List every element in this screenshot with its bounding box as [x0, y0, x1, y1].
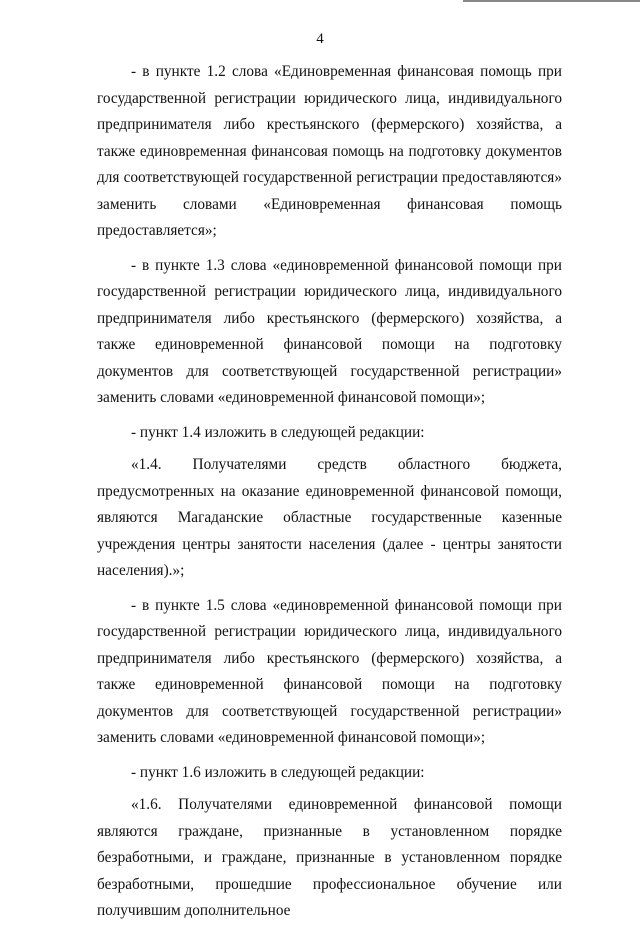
- document-body: [97, 59, 562, 933]
- paragraph-item-1-6-text: «1.6. Получателями единовременной финансовой помощи являются граждане, признанные в установленном порядке безработными, и граждане, признанные в установленном порядке безработными, прошедшие профессиональное обучение или получившим дополнительное: [97, 796, 562, 919]
- page-number: 4: [316, 31, 324, 47]
- paragraph-item-1-6-intro: - пункт 1.6 изложить в следующей редакции:: [131, 763, 425, 781]
- paragraph-item-1-4-text: «1.4. Получателями средств областного бюджета, предусмотренных на оказание единовременной финансовой помощи, являются Магаданские областные государственные казенные учреждения центры занятости населения (далее - центры занятости населения).»;: [97, 456, 562, 579]
- paragraph-item-1-2: - в пункте 1.2 слова «Единовременная финансовая помощь при государственной регистрации юридического лица, индивидуального предпринимателя либо крестьянского (фермерского) хозяйства, а также единовременная финансовая помощь на подготовку документов для соответствующей государственной регистрации предоставляются» заменить словами «Единовременная финансовая помощь предоставляется»;: [97, 63, 562, 239]
- paragraph-item-1-5: - в пункте 1.5 слова «единовременной финансовой помощи при государственной регистрации юридического лица, индивидуального предпринимателя либо крестьянского (фермерского) хозяйства, а также единовременной финансовой помощи на подготовку документов для соответствующей государственной регистрации» заменить словами «единовременной финансовой помощи»;: [97, 596, 562, 746]
- paragraph-item-1-3: - в пункте 1.3 слова «единовременной финансовой помощи при государственной регистрации юридического лица, индивидуального предпринимателя либо крестьянского (фермерского) хозяйства, а также единовременной финансовой помощи на подготовку документов для соответствующей государственной регистрации» заменить словами «единовременной финансовой помощи»;: [97, 256, 562, 406]
- top-edge-rule: [463, 0, 640, 2]
- paragraph-item-1-4-intro: - пункт 1.4 изложить в следующей редакции:: [131, 423, 425, 441]
